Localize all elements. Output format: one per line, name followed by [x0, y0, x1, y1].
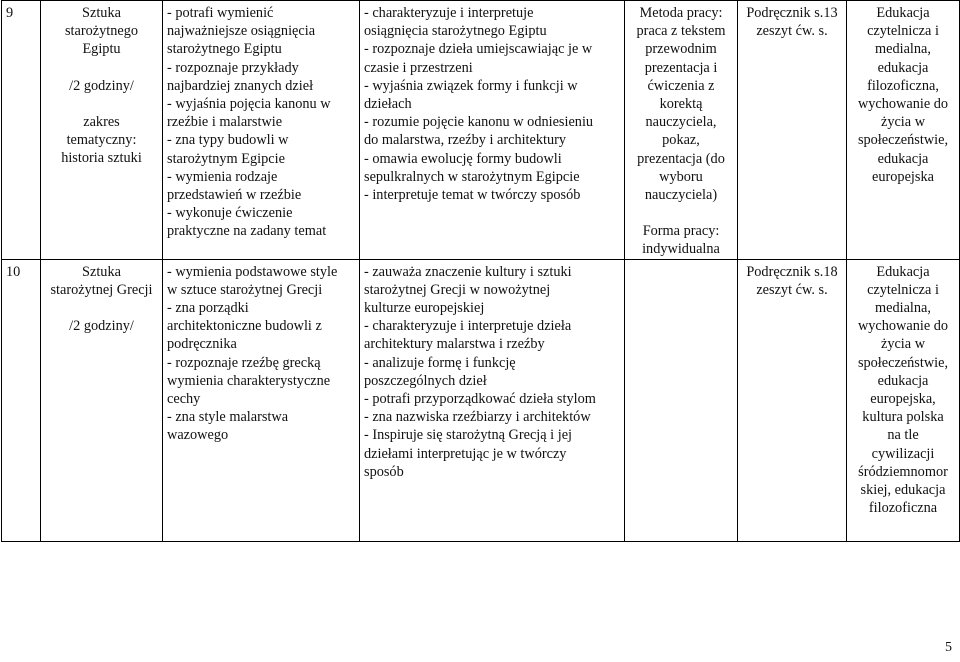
- materials-cell: [738, 259, 847, 541]
- cell-line: historia sztuki: [61, 150, 142, 167]
- cell-line: starożytnej Grecji: [50, 281, 153, 298]
- cell-line: przedstawień w rzeźbie: [167, 187, 302, 204]
- cell-line: korektą: [659, 96, 703, 113]
- cell-line: Edukacja: [876, 263, 930, 280]
- cell-line: starożytnego Egiptu: [167, 41, 282, 58]
- cell-line: Sztuka: [82, 263, 121, 280]
- cell-line: śródziemnomor: [858, 463, 948, 480]
- cell-line: praca z tekstem: [636, 23, 726, 40]
- cell-line: - zna porządki: [167, 300, 249, 317]
- materials-cell: [738, 1, 847, 260]
- cell-line: Edukacja: [876, 5, 930, 21]
- preparation-cell: [163, 259, 360, 541]
- cell-line: starożytnego: [64, 23, 139, 40]
- cell-line: Sztuka: [82, 5, 121, 21]
- cell-line: społeczeństwie,: [857, 354, 949, 371]
- cell-line: podręcznika: [167, 336, 237, 353]
- cell-line: [45, 59, 158, 77]
- cell-line: europejska: [872, 168, 934, 185]
- cell-line: najbardziej znanych dzieł: [167, 77, 314, 94]
- cell-line: czytelnicza i: [867, 23, 939, 40]
- cell-line: wychowanie do: [857, 96, 949, 113]
- methods-cell: [625, 259, 738, 541]
- cell-line: Egiptu: [82, 41, 121, 58]
- cell-line: kultura polska: [862, 409, 944, 426]
- cell-line: starożytnym Egipcie: [167, 150, 285, 167]
- cell-line: nauczyciela,: [645, 114, 717, 131]
- cell-line: filozoficzna: [868, 500, 938, 517]
- cell-line: - potrafi wymienić: [167, 5, 274, 21]
- topic-cell: [41, 1, 163, 260]
- table-row: [2, 1, 960, 260]
- cell-line: zeszyt ćw. s.: [756, 23, 828, 40]
- cell-line: Forma pracy:: [642, 223, 720, 240]
- table-row: [2, 259, 960, 541]
- cell-line: - zna style malarstwa: [167, 409, 289, 426]
- cell-line: prezentacja (do: [637, 150, 725, 167]
- cell-line: - wyjaśnia związek formy i funkcji w: [364, 77, 578, 94]
- cell-line: - rozumie pojęcie kanonu w odniesieniu: [364, 114, 594, 131]
- cell-line: - rozpoznaje rzeźbę grecką: [167, 354, 321, 371]
- cell-line: - interpretuje temat w twórczy sposób: [364, 187, 581, 204]
- cell-line: [629, 204, 733, 222]
- cell-line: najważniejsze osiągnięcia: [167, 23, 316, 40]
- cell-line: cechy: [167, 391, 201, 408]
- cell-line: - charakteryzuje i interpretuje dzieła: [364, 318, 572, 335]
- cell-line: architektury malarstwa i rzeźby: [364, 336, 545, 353]
- cell-line: europejska,: [870, 391, 936, 408]
- cell-line: - wykonuje ćwiczenie: [167, 205, 293, 222]
- cell-line: wazowego: [167, 427, 229, 444]
- cell-line: wychowanie do: [857, 318, 949, 335]
- cell-line: cywilizacji: [871, 445, 935, 462]
- cell-line: /2 godziny/: [69, 318, 134, 335]
- cell-line: poszczególnych dzieł: [364, 372, 487, 389]
- cell-line: [45, 95, 158, 113]
- cell-line: zakres: [83, 113, 120, 130]
- cell-line: [45, 299, 158, 317]
- achievements-cell: [360, 1, 625, 260]
- cell-line: - zauważa znaczenie kultury i sztuki: [364, 263, 572, 280]
- row-number: 9: [2, 1, 41, 260]
- preparation-cell: [163, 1, 360, 260]
- page-number: 5: [945, 640, 952, 655]
- cell-line: - wymienia rodzaje: [167, 168, 278, 185]
- cell-line: - rozpoznaje przykłady: [167, 59, 299, 76]
- cell-line: filozoficzna,: [867, 77, 939, 94]
- cell-line: medialna,: [875, 300, 931, 317]
- cell-line: indywidualna: [642, 241, 720, 258]
- cell-line: - analizuje formę i funkcję: [364, 354, 516, 371]
- cell-line: praktyczne na zadany temat: [167, 223, 327, 240]
- cell-line: tematyczny:: [66, 132, 137, 149]
- row-number: 10: [2, 259, 41, 541]
- cell-line: medialna,: [875, 41, 931, 58]
- cell-line: - zna nazwiska rzeźbiarzy i architektów: [364, 409, 591, 426]
- cell-line: edukacja: [877, 372, 929, 389]
- cell-line: /2 godziny/: [69, 77, 134, 94]
- cell-line: Podręcznik s.13: [746, 5, 838, 21]
- cell-line: rzeźbie i malarstwie: [167, 114, 283, 131]
- cell-line: starożytnej Grecji w nowożytnej: [364, 281, 551, 298]
- cell-line: edukacja: [877, 150, 929, 167]
- cell-line: dziełach: [364, 96, 412, 113]
- cell-line: - rozpoznaje dzieła umiejscawiając je w: [364, 41, 593, 58]
- cell-line: osiągnięcia starożytnego Egiptu: [364, 23, 547, 40]
- cell-line: - wymienia podstawowe style: [167, 263, 338, 280]
- cell-line: - zna typy budowli w: [167, 132, 289, 149]
- cell-line: życia w: [880, 114, 926, 131]
- cell-line: społeczeństwie,: [857, 132, 949, 149]
- cell-line: ćwiczenia z: [647, 77, 715, 94]
- cell-line: edukacja: [877, 59, 929, 76]
- cell-line: sposób: [364, 463, 404, 480]
- cell-line: - potrafi przyporządkować dzieła stylom: [364, 391, 596, 408]
- cell-line: - charakteryzuje i interpretuje: [364, 5, 534, 21]
- cell-line: zeszyt ćw. s.: [756, 281, 828, 298]
- cell-line: kulturze europejskiej: [364, 300, 485, 317]
- cell-line: czytelnicza i: [867, 281, 939, 298]
- cell-line: Podręcznik s.18: [746, 263, 838, 280]
- cell-line: do malarstwa, rzeźby i architektury: [364, 132, 567, 149]
- cell-line: - wyjaśnia pojęcia kanonu w: [167, 96, 331, 113]
- education-cell: [847, 1, 960, 260]
- cell-line: dziełami interpretując je w twórczy: [364, 445, 567, 462]
- cell-line: skiej, edukacja: [860, 482, 946, 499]
- cell-line: wymienia charakterystyczne: [167, 372, 331, 389]
- cell-line: przewodnim: [645, 41, 717, 58]
- cell-line: czasie i przestrzeni: [364, 59, 473, 76]
- cell-line: - Inspiruje się starożytną Grecją i jej: [364, 427, 573, 444]
- cell-line: prezentacja i: [644, 59, 718, 76]
- cell-line: wyboru: [659, 168, 703, 185]
- cell-line: życia w: [880, 336, 926, 353]
- cell-line: pokaz,: [662, 132, 700, 149]
- topic-cell: [41, 259, 163, 541]
- cell-line: architektoniczne budowli z: [167, 318, 322, 335]
- cell-line: - omawia ewolucję formy budowli: [364, 150, 562, 167]
- cell-line: nauczyciela): [644, 187, 718, 204]
- cell-line: w sztuce starożytnej Grecji: [167, 281, 323, 298]
- education-cell: [847, 259, 960, 541]
- cell-line: Metoda pracy:: [639, 5, 723, 21]
- methods-cell: [625, 1, 738, 260]
- achievements-cell: [360, 259, 625, 541]
- cell-line: na tle: [887, 427, 919, 444]
- curriculum-table: [1, 0, 960, 542]
- cell-line: sepulkralnych w starożytnym Egipcie: [364, 168, 580, 185]
